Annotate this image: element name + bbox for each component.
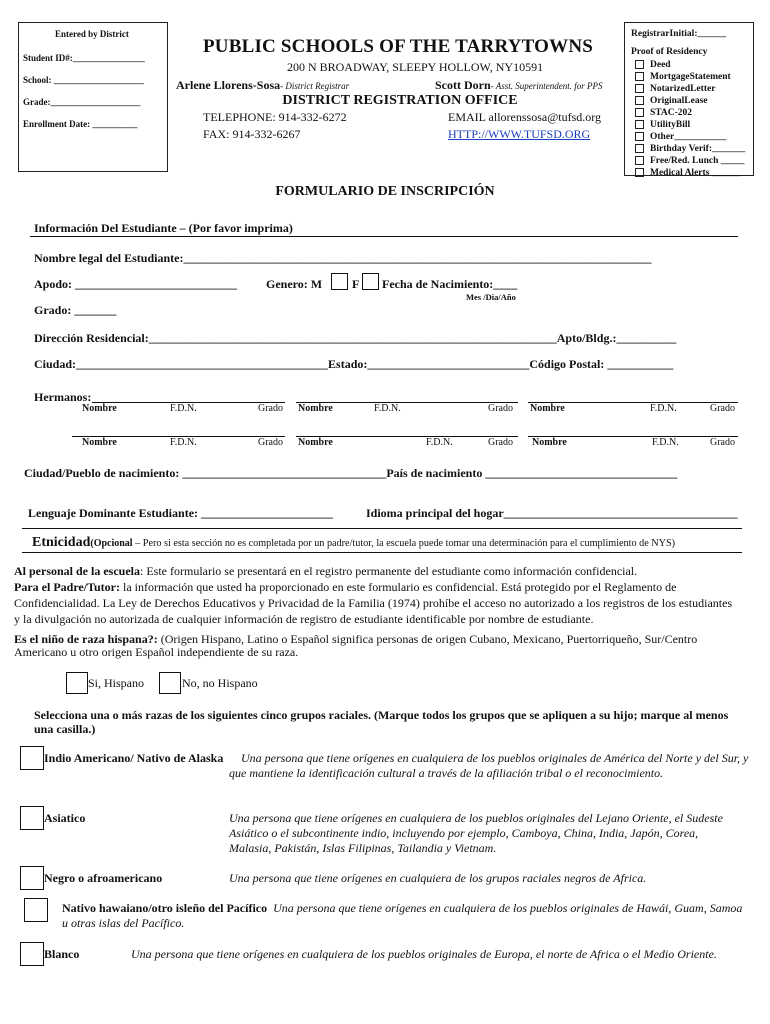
race-checkbox-black[interactable] bbox=[20, 866, 44, 890]
checkbox-icon[interactable] bbox=[635, 144, 644, 153]
student-language-field[interactable]: Lenguaje Dominante Estudiante: ______________________ bbox=[28, 506, 334, 520]
telephone: TELEPHONE: 914-332-6272 bbox=[203, 110, 347, 124]
school-district-title: PUBLIC SCHOOLS OF THE TARRYTOWNS bbox=[202, 36, 594, 57]
race-question: Selecciona una o más razas de los siguientes cinco grupos raciales. (Marque todos los grupos que se apliquen a su hijo; marque al menos una casilla.) bbox=[34, 708, 729, 736]
sibling-name-label: Nombre bbox=[298, 437, 333, 448]
sibling-name-label: Nombre bbox=[82, 437, 117, 448]
race-row-pacific-islander bbox=[62, 901, 748, 931]
race-label-pacific-islander: Nativo hawaiano/otro isleño del Pacífico bbox=[62, 901, 268, 915]
home-language-field[interactable]: Idioma principal del hogar_______________________________________ bbox=[366, 506, 738, 520]
sibling-name-label: Nombre bbox=[532, 437, 567, 448]
enrollment-date-field[interactable]: Enrollment Date: __________ bbox=[23, 119, 138, 129]
district-box bbox=[18, 22, 168, 172]
sibling-dob-label: F.D.N. bbox=[652, 437, 679, 448]
city-state-zip-field[interactable]: Ciudad:__________________________________________Estado:___________________________Código Postal: ___________ bbox=[34, 357, 674, 371]
birth-place-field[interactable]: Ciudad/Pueblo de nacimiento: __________________________________País de nacimiento ________________________________ bbox=[24, 466, 678, 480]
sibling-grade-label: Grado bbox=[710, 403, 735, 414]
checkbox-icon[interactable] bbox=[635, 108, 644, 117]
siblings-label: Hermanos: bbox=[34, 390, 92, 404]
race-checkbox-american-indian[interactable] bbox=[20, 746, 44, 770]
confidentiality-notice: Al personal de la escuela: Este formulario se presentará en el registro permanente del estudiante como información confidencial. Para el Padre/Tutor: la información que usted ha proporcionado en este formulario es confidencial. Está protegido por el Reglamento de Confidencialidad. La Ley de Derechos Educativos y Privacidad de la Familia (1974) prohíbe el acceso no autorizado a los registros de los estudiantes y la divulgación no autorizada de cualquier información de registro de estudiante identificable por nombre de estudiante. bbox=[14, 564, 733, 626]
checklist-item[interactable]: STAC-202 bbox=[635, 107, 745, 119]
hispanic-question: Es el niño de raza hispana?: (Origen Hispano, Latino o Español significa personas de origen Cubano, Mexicano, Puertorriqueño, Sur/Centro Americano u otro origen Español independiente de su raza. bbox=[14, 632, 698, 659]
gender-f-label: F bbox=[352, 277, 360, 291]
dob-format: Mes /Dia/Año bbox=[466, 292, 516, 302]
race-desc-american-indian: Una persona que tiene orígenes en cualquiera de los pueblos originales de América del Norte y del Sur, y que mantiene la identificación cultural a través de la afiliación tribal o el reconocimiento. bbox=[229, 751, 749, 780]
sibling-dob-label: F.D.N. bbox=[426, 437, 453, 448]
grade-field-form[interactable]: Grado: _______ bbox=[34, 303, 117, 317]
dob-field[interactable]: Fecha de Nacimiento:____ bbox=[382, 277, 518, 291]
race-label-american-indian: Indio Americano/ Nativo de Alaska bbox=[44, 751, 224, 765]
checklist-item[interactable]: OriginalLease bbox=[635, 95, 745, 107]
legal-name-field[interactable]: Nombre legal del Estudiante:______________________________________________________________________________ bbox=[34, 251, 652, 265]
gender-f-checkbox[interactable] bbox=[362, 273, 379, 290]
checklist-item[interactable]: Free/Red. Lunch _____ bbox=[635, 155, 745, 167]
website-link[interactable]: HTTP://WWW.TUFSD.ORG bbox=[448, 127, 591, 141]
race-label-black: Negro o afroamericano bbox=[44, 871, 163, 885]
race-checkbox-asian[interactable] bbox=[20, 806, 44, 830]
sibling-name-label: Nombre bbox=[530, 403, 565, 414]
race-desc-asian: Una persona que tiene orígenes en cualquiera de los pueblos originales del Lejano Oriente, el Sudeste Asiático o el subcontinente indio, incluyendo por ejemplo, Camboya, China, India, Japón, Corea, Malasia, Pakistán, Islas Filipinas, Tailandia y Vietnam. bbox=[229, 811, 723, 855]
race-desc-pacific-islander: Una persona que tiene orígenes en cualquiera de los pueblos originales de Hawái, Guam, Samoa u otras islas del Pacífico. bbox=[62, 901, 743, 930]
registrar-line bbox=[176, 78, 349, 93]
checkbox-icon[interactable] bbox=[635, 132, 644, 141]
sibling-dob-label: F.D.N. bbox=[170, 437, 197, 448]
checkbox-icon[interactable] bbox=[635, 96, 644, 105]
no-hispanic-checkbox[interactable] bbox=[159, 672, 181, 694]
section-divider bbox=[30, 236, 738, 237]
pps-name: Scott Dorn bbox=[435, 78, 491, 92]
address-field[interactable]: Dirección Residencial:____________________________________________________________________Apto/Bldg.:__________ bbox=[34, 331, 677, 345]
office-title: DISTRICT REGISTRATION OFFICE bbox=[282, 93, 518, 108]
ethnicity-bottom-rule bbox=[22, 552, 742, 553]
sibling-grade-label: Grado bbox=[710, 437, 735, 448]
yes-hispanic-label: Si, Hispano bbox=[88, 676, 145, 690]
checklist-item[interactable]: MortgageStatement bbox=[635, 71, 745, 83]
school-field[interactable]: School: ____________________ bbox=[23, 75, 144, 85]
section-heading: Información Del Estudiante – (Por favor imprima) bbox=[34, 221, 293, 235]
registrar-role: - District Registrar bbox=[280, 81, 350, 91]
checkbox-icon[interactable] bbox=[635, 60, 644, 69]
proof-of-residency-label: Proof of Residency bbox=[631, 47, 708, 57]
race-label-asian: Asiatico bbox=[44, 811, 86, 825]
checklist-item[interactable]: Medical Alerts ______ bbox=[635, 167, 745, 179]
checklist-item[interactable]: Other___________ bbox=[635, 131, 745, 143]
checkbox-icon[interactable] bbox=[635, 156, 644, 165]
form-title: FORMULARIO DE INSCRIPCIÓN bbox=[275, 184, 495, 199]
race-checkbox-pacific-islander[interactable] bbox=[24, 898, 48, 922]
checklist-item[interactable]: Birthday Verif:_______ bbox=[635, 143, 745, 155]
residency-checklist bbox=[635, 59, 745, 179]
yes-hispanic-checkbox[interactable] bbox=[66, 672, 88, 694]
registrar-name: Arlene Llorens-Sosa bbox=[176, 78, 281, 92]
email: EMAIL allorenssosa@tufsd.org bbox=[448, 110, 602, 124]
race-desc-white: Una persona que tiene orígenes en cualquiera de los pueblos originales de Europa, el norte de Africa o el Medio Oriente. bbox=[131, 947, 717, 961]
grade-field[interactable]: Grade:____________________ bbox=[23, 97, 141, 107]
checklist-item[interactable]: NotarizedLetter bbox=[635, 83, 745, 95]
nickname-field[interactable]: Apodo: ___________________________ bbox=[34, 277, 238, 291]
registrar-box bbox=[624, 22, 754, 176]
checkbox-icon[interactable] bbox=[635, 120, 644, 129]
sibling-dob-label: F.D.N. bbox=[170, 403, 197, 414]
ethnicity-heading: Etnicidad(Opcional – Pero si esta sección no es completada por un padre/tutor, la escuela puede tomar una determinación para el cumplimiento de NYS) bbox=[32, 535, 676, 550]
district-address: 200 N BROADWAY, SLEEPY HOLLOW, NY10591 bbox=[286, 60, 544, 74]
checklist-item[interactable]: UtilityBill bbox=[635, 119, 745, 131]
sibling-grade-label: Grado bbox=[488, 437, 513, 448]
district-box-title: Entered by District bbox=[55, 29, 129, 39]
gender-m-checkbox[interactable] bbox=[331, 273, 348, 290]
checkbox-icon[interactable] bbox=[635, 168, 644, 177]
student-id-field[interactable]: Student ID#:________________ bbox=[23, 53, 145, 63]
no-hispanic-label: No, no Hispano bbox=[182, 676, 258, 690]
pps-line bbox=[435, 78, 603, 93]
race-label-white: Blanco bbox=[44, 947, 80, 961]
fax: FAX: 914-332-6267 bbox=[203, 127, 301, 141]
sibling-dob-label: F.D.N. bbox=[650, 403, 677, 414]
registrar-initial-field[interactable]: RegistrarInitial:______ bbox=[631, 29, 726, 39]
checkbox-icon[interactable] bbox=[635, 84, 644, 93]
checklist-item[interactable]: Deed bbox=[635, 59, 745, 71]
sibling-grade-label: Grado bbox=[258, 437, 283, 448]
gender-label: Genero: M bbox=[266, 277, 323, 291]
sibling-grade-label: Grado bbox=[258, 403, 283, 414]
sibling-name-label: Nombre bbox=[298, 403, 333, 414]
ethnicity-top-rule bbox=[22, 528, 742, 529]
checkbox-icon[interactable] bbox=[635, 72, 644, 81]
race-checkbox-white[interactable] bbox=[20, 942, 44, 966]
sibling-grade-label: Grado bbox=[488, 403, 513, 414]
race-desc-black: Una persona que tiene orígenes en cualquiera de los grupos raciales negros de Africa. bbox=[229, 871, 647, 885]
sibling-name-label: Nombre bbox=[82, 403, 117, 414]
sibling-dob-label: F.D.N. bbox=[374, 403, 401, 414]
pps-role: - Asst. Superintendent. for PPS bbox=[490, 81, 603, 91]
